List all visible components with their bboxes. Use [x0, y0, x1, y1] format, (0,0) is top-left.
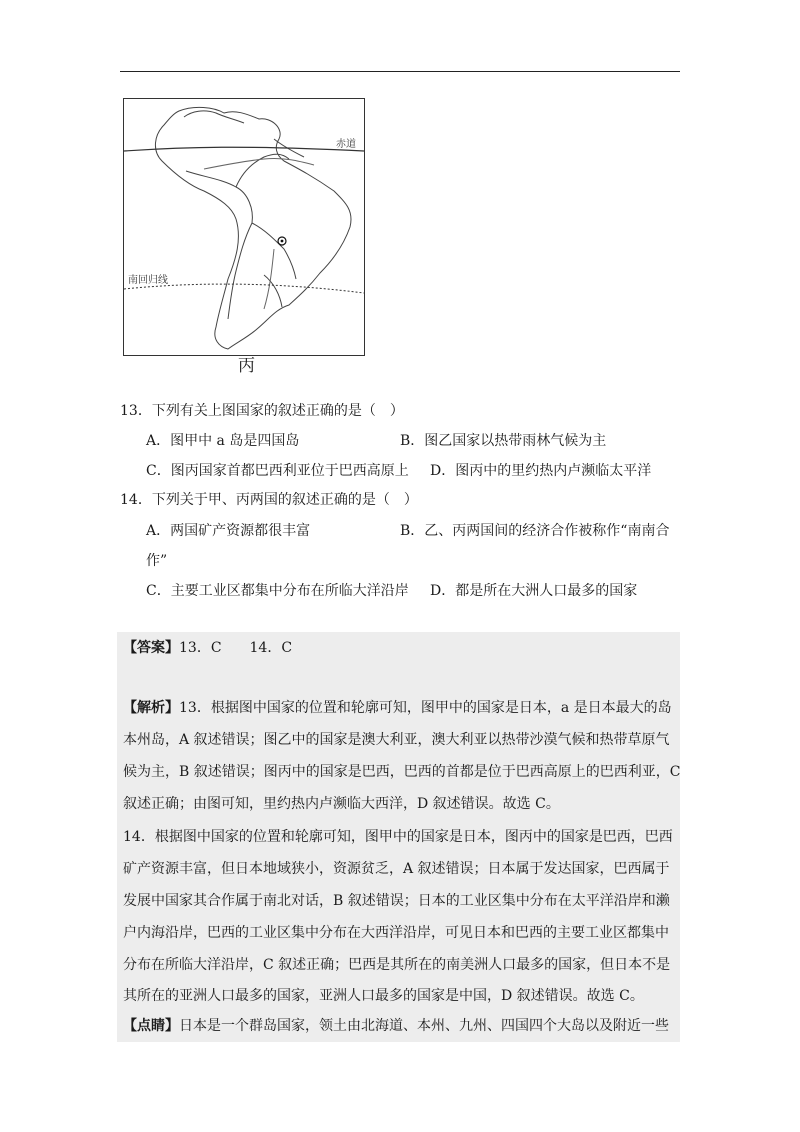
question-14-option-d: D．都是所在大洲人口最多的国家 — [430, 583, 638, 599]
question-14-stem: 14．下列关于甲、丙两国的叙述正确的是（ ） — [120, 492, 418, 508]
border-4 — [228, 223, 252, 319]
answer-text: 13．C 14．C — [179, 640, 293, 656]
analysis-line-3: 候为主，B 叙述错误；图丙中的国家是巴西，巴西的首都是位于巴西高原上的巴西利亚，C — [123, 764, 681, 780]
tip-label: 【点睛】 — [123, 1018, 179, 1034]
south-america-map — [123, 98, 365, 356]
analysis-line-8: 户内海沿岸，巴西的工业区集中分布在大西洋沿岸，可见日本和巴西的主要工业区都集中 — [123, 925, 669, 941]
question-14-option-b: B．乙、丙两国间的经济合作被称作“南南合 — [400, 523, 670, 539]
analysis-text: 13．根据图中国家的位置和轮廓可知，图甲中的国家是日本，a 是日本最大的岛 — [179, 700, 672, 716]
question-13-option-b: B．图乙国家以热带雨林气候为主 — [400, 433, 607, 449]
header-rule — [120, 71, 680, 72]
map-drawing — [124, 99, 364, 355]
analysis-line-10: 其所在的亚洲人口最多的国家，亚洲人口最多的国家是中国，D 叙述错误。故选 C。 — [123, 988, 644, 1004]
equator-label: 赤道 — [336, 139, 356, 150]
tropic-label: 南回归线 — [128, 275, 168, 286]
tip-line — [123, 1016, 669, 1036]
analysis-line-5: 14．根据图中国家的位置和轮廓可知，图甲中的国家是日本，图丙中的国家是巴西，巴西 — [123, 829, 673, 845]
analysis-line-6: 矿产资源丰富，但日本地域狭小，资源贫乏，A 叙述错误；日本属于发达国家，巴西属于 — [123, 861, 670, 877]
question-14-option-a: A．两国矿产资源都很丰富 — [146, 523, 311, 539]
continent-outline — [155, 107, 351, 349]
question-13-option-c: C．图丙国家首都巴西利亚位于巴西高原上 — [146, 463, 409, 479]
border-1 — [186, 171, 252, 223]
analysis-line-4: 叙述正确；由图可知，里约热内卢濒临大西洋，D 叙述错误。故选 C。 — [123, 796, 560, 812]
question-13-option-d: D．图丙中的里约热内卢濒临太平洋 — [430, 463, 652, 479]
question-14-option-c: C．主要工业区都集中分布在所临大洋沿岸 — [146, 583, 409, 599]
analysis-line-2: 本州岛，A 叙述错误；图乙中的国家是澳大利亚，澳大利亚以热带沙漠气候和热带草原气 — [123, 732, 670, 748]
question-13-option-a: A．图甲中 a 岛是四国岛 — [146, 433, 300, 449]
caribbean-coast — [184, 111, 244, 123]
question-14-option-b-continued: 作” — [146, 553, 168, 569]
analysis-line-7: 发展中国家其合作属于南北对话，B 叙述错误；日本的工业区集中分布在太平洋沿岸和濑 — [123, 893, 670, 909]
question-13-stem: 13．下列有关上图国家的叙述正确的是（ ） — [120, 403, 404, 419]
border-6 — [264, 275, 282, 307]
equator-line — [124, 147, 364, 151]
map-caption: 丙 — [238, 356, 255, 376]
answer-label: 【答案】 — [123, 640, 179, 656]
river-amazon — [204, 158, 314, 169]
answer-line — [123, 638, 292, 658]
analysis-line-9: 分布在所临大洋沿岸，C 叙述正确；巴西是其所在的南美洲人口最多的国家，但日本不是 — [123, 957, 671, 973]
tip-text: 日本是一个群岛国家，领土由北海道、本州、九州、四国四个大岛以及附近一些 — [179, 1018, 669, 1034]
analysis-label: 【解析】 — [123, 700, 179, 716]
analysis-line-1 — [123, 698, 672, 718]
capital-marker-inner — [281, 240, 284, 243]
